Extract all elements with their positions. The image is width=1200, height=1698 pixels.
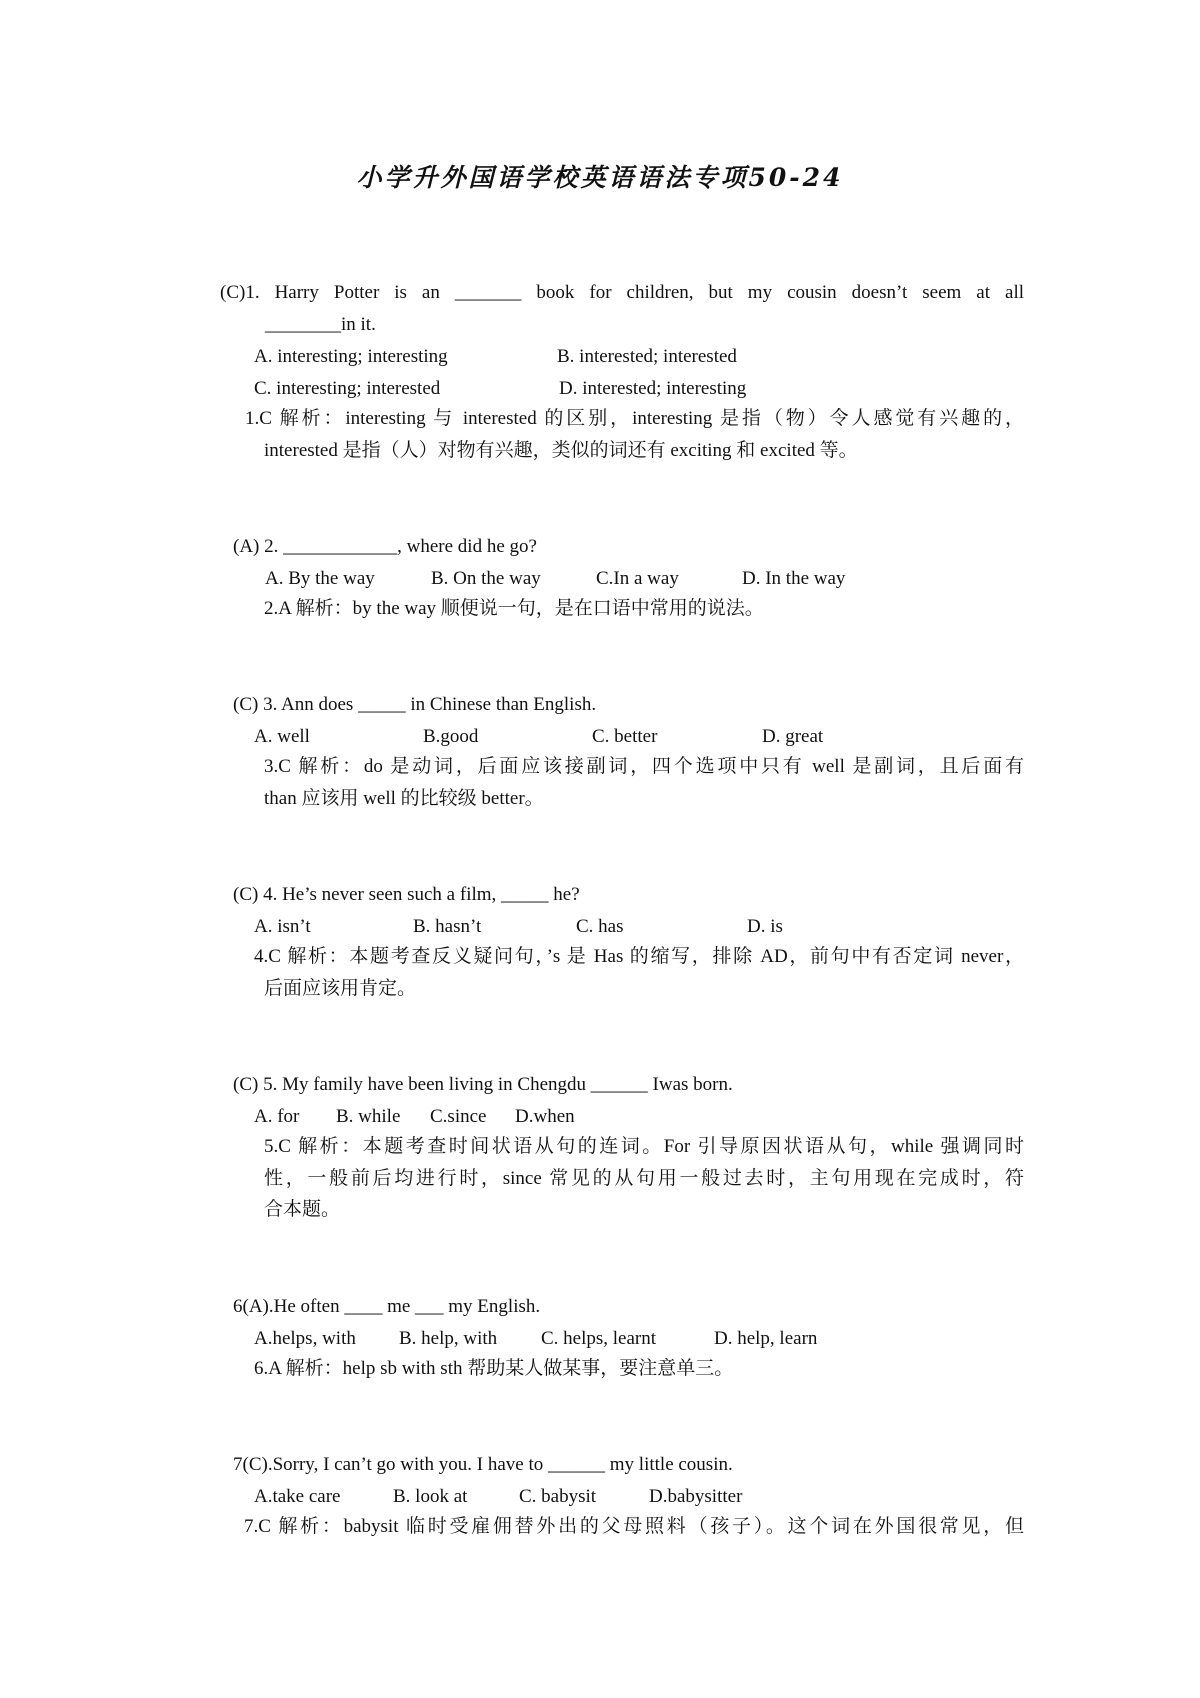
option-d: D. great (762, 726, 824, 747)
option-c: C. helps, learnt (541, 1328, 657, 1349)
analysis-line: 性，一般前后均进行时，since 常见的从句用一般过去时，主句用现在完成时，符 (264, 1168, 1024, 1189)
option-a: A.helps, with (254, 1328, 356, 1349)
option-a: A. well (254, 726, 310, 747)
option-b: B. hasn’t (413, 916, 482, 937)
analysis-line: 4.C 解析：本题考查反义疑问句，’s 是 Has 的缩写，排除 AD，前句中有否定词 never， (254, 946, 1024, 967)
option-b: B. On the way (431, 568, 541, 589)
option-d: D. is (747, 916, 783, 937)
analysis-line: than 应该用 well 的比较级 better。 (264, 788, 544, 809)
analysis-line: 6.A 解析：help sb with sth 帮助某人做某事，要注意单三。 (254, 1358, 734, 1379)
option-c: C.In a way (596, 568, 679, 589)
option-a: A. interesting; interesting (254, 346, 448, 367)
option-b: B. while (336, 1106, 401, 1127)
option-b: B. help, with (399, 1328, 498, 1349)
analysis-line: 2.A 解析：by the way 顺便说一句，是在口语中常用的说法。 (264, 598, 764, 619)
option-d: D. help, learn (714, 1328, 818, 1349)
option-c: C. babysit (519, 1486, 597, 1507)
analysis-line: 7.C 解析：babysit 临时受雇佣替外出的父母照料（孩子）。这个词在外国很常见，但 (244, 1516, 1024, 1537)
option-b: B. interested; interested (557, 346, 737, 367)
question-stem-line: (C)1. Harry Potter is an _______ book for children, but my cousin doesn’t seem at all (220, 282, 1024, 303)
option-b: B. look at (393, 1486, 468, 1507)
analysis-line: interested 是指（人）对物有兴趣，类似的词还有 exciting 和 excited 等。 (264, 440, 858, 461)
option-d: D. In the way (742, 568, 846, 589)
option-a: A. isn’t (254, 916, 311, 937)
question-stem-line: (C) 3. Ann does _____ in Chinese than English. (233, 694, 597, 715)
option-d: D. interested; interesting (559, 378, 747, 399)
question-stem-line: (A) 2. ____________, where did he go? (233, 536, 537, 557)
option-d: D.babysitter (649, 1486, 743, 1507)
question-stem-line: 7(C).Sorry, I can’t go with you. I have to ______ my little cousin. (233, 1454, 733, 1475)
question-stem-line: (C) 4. He’s never seen such a film, _____ he? (233, 884, 580, 905)
option-c: C. interesting; interested (254, 378, 441, 399)
analysis-line: 3.C 解析：do 是动词，后面应该接副词，四个选项中只有 well 是副词，且后面有 (264, 756, 1024, 777)
analysis-line: 1.C 解析：interesting 与 interested 的区别，interesting 是指（物）令人感觉有兴趣的， (245, 408, 1024, 429)
option-c: C. better (592, 726, 658, 747)
option-d: D.when (515, 1106, 575, 1127)
option-c: C.since (430, 1106, 487, 1127)
option-a: A.take care (254, 1486, 341, 1507)
page-title: 小学升外国语学校英语语法专项50-24 (356, 163, 844, 192)
analysis-line: 合本题。 (264, 1199, 341, 1220)
question-stem-line: ________in it. (265, 314, 376, 335)
option-a: A. By the way (265, 568, 375, 589)
analysis-line: 5.C 解析：本题考查时间状语从句的连词。For 引导原因状语从句，while 强调同时 (264, 1136, 1024, 1157)
option-c: C. has (576, 916, 624, 937)
analysis-line: 后面应该用肯定。 (264, 978, 417, 999)
question-stem-line: (C) 5. My family have been living in Chengdu ______ Iwas born. (233, 1074, 733, 1095)
option-a: A. for (254, 1106, 300, 1127)
option-b: B.good (423, 726, 479, 747)
question-stem-line: 6(A).He often ____ me ___ my English. (233, 1296, 541, 1317)
